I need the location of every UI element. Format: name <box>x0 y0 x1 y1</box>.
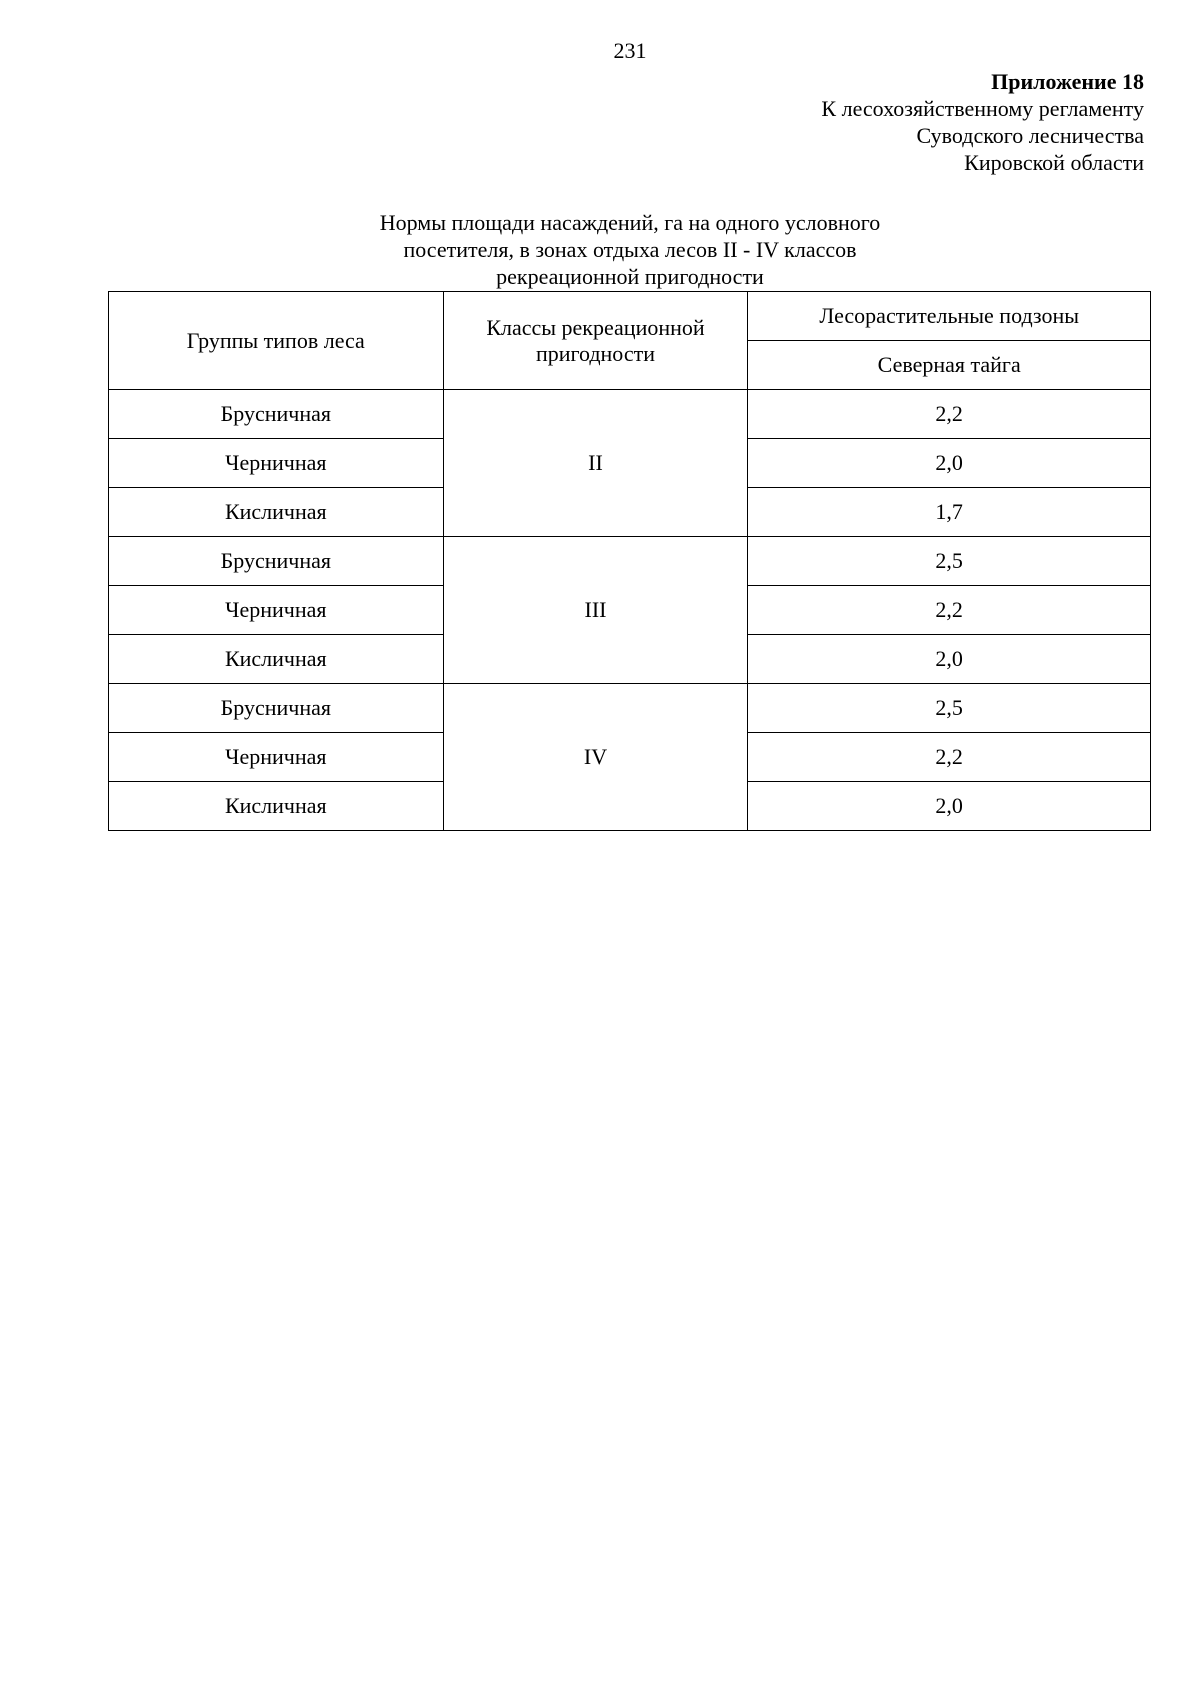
forest-type-cell: Черничная <box>109 733 444 782</box>
appendix-line: К лесохозяйственному регламенту <box>821 96 1144 121</box>
norm-value-cell: 2,0 <box>748 782 1151 831</box>
norm-value-cell: 2,2 <box>748 390 1151 439</box>
norm-value-cell: 2,2 <box>748 733 1151 782</box>
norm-value-cell: 1,7 <box>748 488 1151 537</box>
forest-type-cell: Кисличная <box>109 488 444 537</box>
page-number: 231 <box>613 38 647 63</box>
table-title <box>0 209 1200 290</box>
header-north-taiga: Северная тайга <box>748 341 1151 390</box>
forest-type-cell: Черничная <box>109 586 444 635</box>
recreation-class-cell: III <box>443 537 748 684</box>
forest-type-cell: Черничная <box>109 439 444 488</box>
norm-value-cell: 2,0 <box>748 439 1151 488</box>
table-title-line: посетителя, в зонах отдыха лесов II - IV классов <box>403 237 857 262</box>
header-forest-groups: Группы типов леса <box>109 292 444 390</box>
appendix-line: Суводского лесничества <box>916 123 1144 148</box>
header-subzones: Лесорастительные подзоны <box>748 292 1151 341</box>
table-row <box>109 537 1151 586</box>
forest-type-cell: Брусничная <box>109 684 444 733</box>
norm-value-cell: 2,0 <box>748 635 1151 684</box>
recreation-class-cell: IV <box>443 684 748 831</box>
appendix-block <box>821 68 1144 176</box>
norms-table <box>108 291 1151 831</box>
header-recreation-classes: Классы рекреационной пригодности <box>443 292 748 390</box>
forest-type-cell: Кисличная <box>109 635 444 684</box>
table-title-line: рекреационной пригодности <box>496 264 764 289</box>
recreation-class-cell: II <box>443 390 748 537</box>
appendix-title: Приложение 18 <box>991 69 1144 94</box>
forest-type-cell: Кисличная <box>109 782 444 831</box>
norm-value-cell: 2,2 <box>748 586 1151 635</box>
norm-value-cell: 2,5 <box>748 537 1151 586</box>
forest-type-cell: Брусничная <box>109 390 444 439</box>
table-title-line: Нормы площади насаждений, га на одного условного <box>379 210 881 235</box>
table-row <box>109 684 1151 733</box>
forest-type-cell: Брусничная <box>109 537 444 586</box>
table-row <box>109 390 1151 439</box>
norm-value-cell: 2,5 <box>748 684 1151 733</box>
table-header-row <box>109 292 1151 341</box>
appendix-line: Кировской области <box>964 150 1144 175</box>
